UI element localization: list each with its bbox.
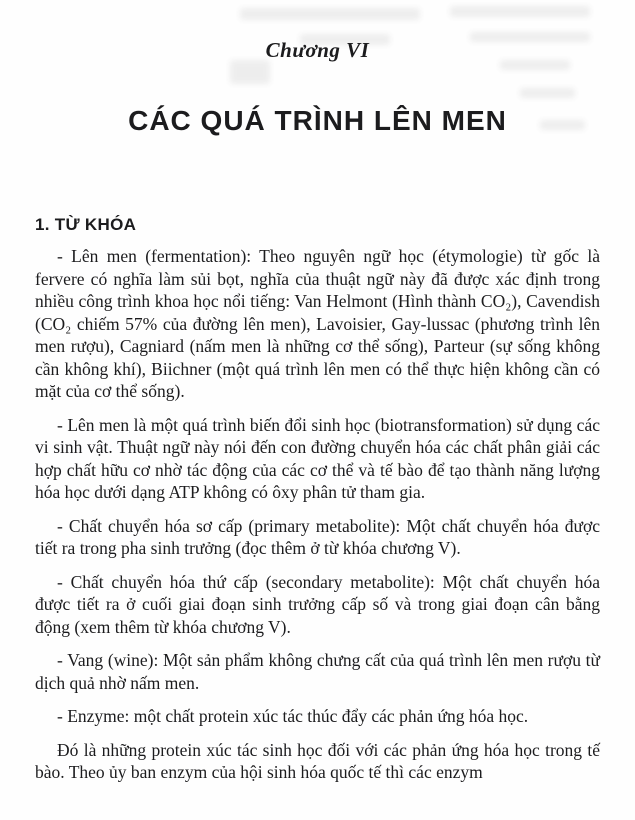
chapter-title: CÁC QUÁ TRÌNH LÊN MEN <box>128 105 507 136</box>
paragraph: Đó là những protein xúc tác sinh học đối với các phản ứng hóa học trong tế bào. Theo ủy ban enzym của hội sinh hóa quốc tế thì các enzym <box>35 739 600 782</box>
section-heading: 1. TỪ KHÓA <box>35 215 137 234</box>
paragraph: - Lên men (fermentation): Theo nguyên ngữ học (étymologie) từ gốc là fervere có nghĩa làm sủi bọt, nghĩa của thuật ngữ này đã được xác định trong nhiều công trình khoa học nổi tiếng: Van Helmont (Hình thành CO₂), Cavendish (CO₂ chiếm 57% của đường lên men), Lavoisier, Gay-lussac (phương trình lên men rượu), Cagniard (nấm men là những cơ thể sống), Parteur (sự sống không cần không khí), Biichner (một quá trình lên men có thể thực hiện không cần có mặt của cơ thể sống). <box>35 246 600 401</box>
paragraph: - Vang (wine): Một sản phẩm không chưng cất của quá trình lên men rượu từ dịch quả nhờ nấm men. <box>35 650 600 693</box>
paragraph: - Lên men là một quá trình biến đổi sinh học (biotransformation) sử dụng các vi sinh vật. Thuật ngữ này nói đến con đường chuyển hóa các chất phân giải các hợp chất hữu cơ nhờ tác động của các cơ thể và tế bào để tạo thành năng lượng hóa học dưới dạng ATP không có ôxy phân tử tham gia. <box>35 414 600 502</box>
keyword-paragraphs <box>35 245 600 784</box>
paragraph: - Enzyme: một chất protein xúc tác thúc đẩy các phản ứng hóa học. <box>57 706 529 726</box>
paragraph: - Chất chuyển hóa sơ cấp (primary metabolite): Một chất chuyển hóa được tiết ra trong pha sinh trưởng (đọc thêm ở từ khóa chương V). <box>35 515 600 558</box>
paragraph: - Chất chuyển hóa thứ cấp (secondary metabolite): Một chất chuyển hóa được tiết ra ở cuối giai đoạn sinh trưởng cấp số và trong giai đoạn cân bằng động (xem thêm từ khóa chương V). <box>35 571 600 637</box>
chapter-label: Chương VI <box>265 38 370 62</box>
